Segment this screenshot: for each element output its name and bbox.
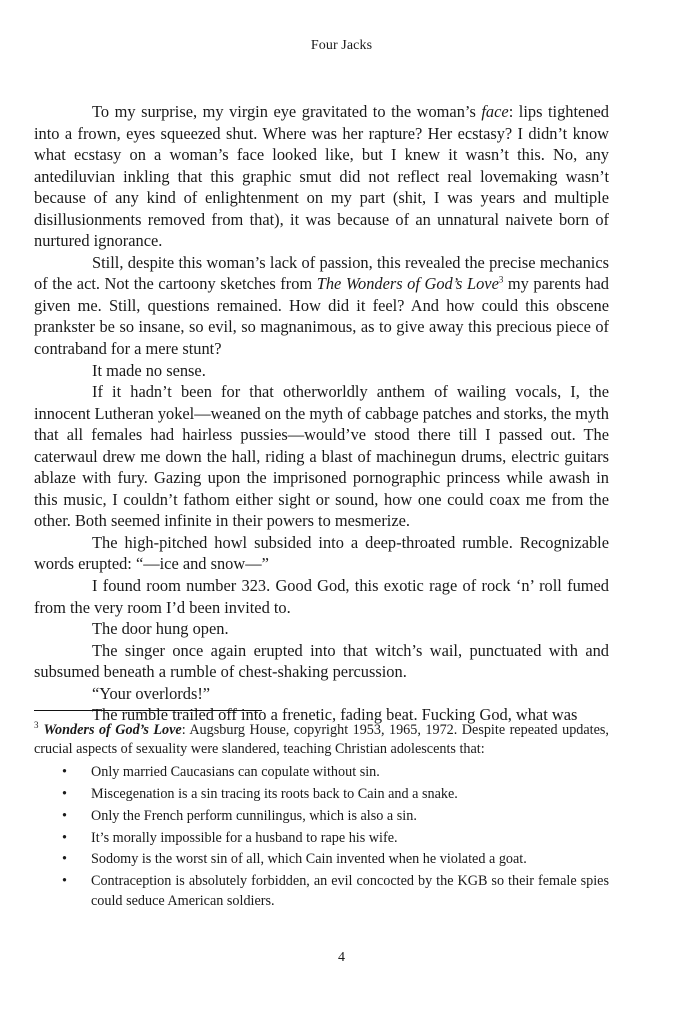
paragraph: If it hadn’t been for that otherworldly anthem of wailing vocals, I, the innocent Lutheran yokel—weaned on the myth of cabbage patches and storks, the myth that all females had hairless pussies—would’ve stood there till I passed out. The caterwaul drew me down the hall, riding a blast of machinegun drums, electric guitars ablaze with fury. Gazing upon the imprisoned pornographic princess while awash in this music, I couldn’t fathom either sight or sound, how one could coax me from the other. Both seemed infinite in their powers to mesmerize. bbox=[34, 382, 609, 531]
list-item-text: Sodomy is the worst sin of all, which Cain invented when he violated a goat. bbox=[91, 851, 527, 868]
list-item bbox=[34, 850, 609, 869]
list-item-text: Contraception is absolutely forbidden, an evil concocted by the KGB so their female spies could seduce American soldiers. bbox=[91, 873, 609, 909]
list-item bbox=[34, 829, 609, 848]
footnote-intro-text: : Augsburg House, copyright 1953, 1965, 1972. Despite repeated updates, crucial aspects of sexuality were slandered, teaching Christian adolescents that: bbox=[34, 722, 609, 758]
paragraph: I found room number 323. Good God, this exotic rage of rock ‘n’ roll fumed from the very room I’d been invited to. bbox=[34, 576, 609, 617]
list-item bbox=[34, 872, 609, 911]
bullet-icon: • bbox=[62, 829, 67, 846]
paragraph bbox=[34, 101, 609, 252]
list-item bbox=[34, 763, 609, 782]
paragraph: “Your overlords!” bbox=[92, 683, 211, 703]
emphasis-face: face bbox=[481, 102, 509, 121]
paragraph-text: To my surprise, my virgin eye gravitated to the woman’s bbox=[92, 102, 482, 121]
footnote-separator-rule bbox=[34, 710, 262, 711]
paragraph: It made no sense. bbox=[92, 360, 206, 380]
footnote-reference: 3 bbox=[498, 274, 504, 285]
body-text bbox=[34, 101, 609, 726]
bullet-icon: • bbox=[62, 851, 67, 868]
footnote-title: Wonders of God’s Love bbox=[43, 722, 182, 738]
bullet-icon: • bbox=[62, 785, 67, 802]
running-header-title: Four Jacks bbox=[310, 38, 373, 53]
footnote bbox=[34, 721, 609, 914]
paragraph: The high-pitched howl subsided into a deep-throated rumble. Recognizable words erupted: “—ice and snow—” bbox=[34, 532, 609, 574]
list-item-text: Only the French perform cunnilingus, which is also a sin. bbox=[91, 807, 417, 824]
paragraph: The singer once again erupted into that witch’s wail, punctuated with and subsumed beneath a rumble of chest-shaking percussion. bbox=[34, 640, 609, 682]
paragraph-text: my parents had given me. Still, questions remained. How did it feel? And how could this obscene prankster be so insane, so evil, so magnanimous, as to give away this precious piece of contraband for a mere stunt? bbox=[34, 274, 609, 359]
list-item-text: Only married Caucasians can copulate without sin. bbox=[91, 763, 380, 780]
bullet-icon: • bbox=[62, 873, 67, 890]
book-title-italic: The Wonders of God’s Love bbox=[316, 274, 499, 294]
footnote-intro bbox=[34, 721, 609, 760]
footnote-bullet-list bbox=[34, 763, 609, 911]
page-number: 4 bbox=[338, 950, 345, 965]
paragraph: The rumble trailed off into a frenetic, fading beat. Fucking God, what was bbox=[92, 705, 578, 725]
bullet-icon: • bbox=[62, 763, 67, 780]
bullet-icon: • bbox=[62, 807, 67, 824]
list-item-text: Miscegenation is a sin tracing its roots back to Cain and a snake. bbox=[91, 785, 458, 802]
paragraph: The door hung open. bbox=[92, 619, 229, 639]
list-item-text: It’s morally impossible for a husband to rape his wife. bbox=[91, 829, 398, 846]
list-item bbox=[34, 807, 609, 826]
footnote-number: 3 bbox=[34, 720, 39, 731]
paragraph bbox=[34, 252, 609, 360]
paragraph-text: Still, despite this woman’s lack of passion, this revealed the precise mechanics of the act. Not the cartoony sketches from bbox=[34, 252, 609, 294]
paragraph-text: : lips tightened into a frown, eyes squeezed shut. Where was her rapture? Her ecstasy? I didn’t know what ecstasy on a woman’s face looked like, but I knew it wasn’t this. No, any antediluvian inkling that this graphic smut did not reflect real lovemaking wasn’t because of any kind of enlightenment on my part (shit, I was years and multiple disillusionments removed from that), it was because of an unnatural naivete born of nurtured ignorance. bbox=[34, 102, 609, 251]
list-item bbox=[34, 785, 609, 804]
